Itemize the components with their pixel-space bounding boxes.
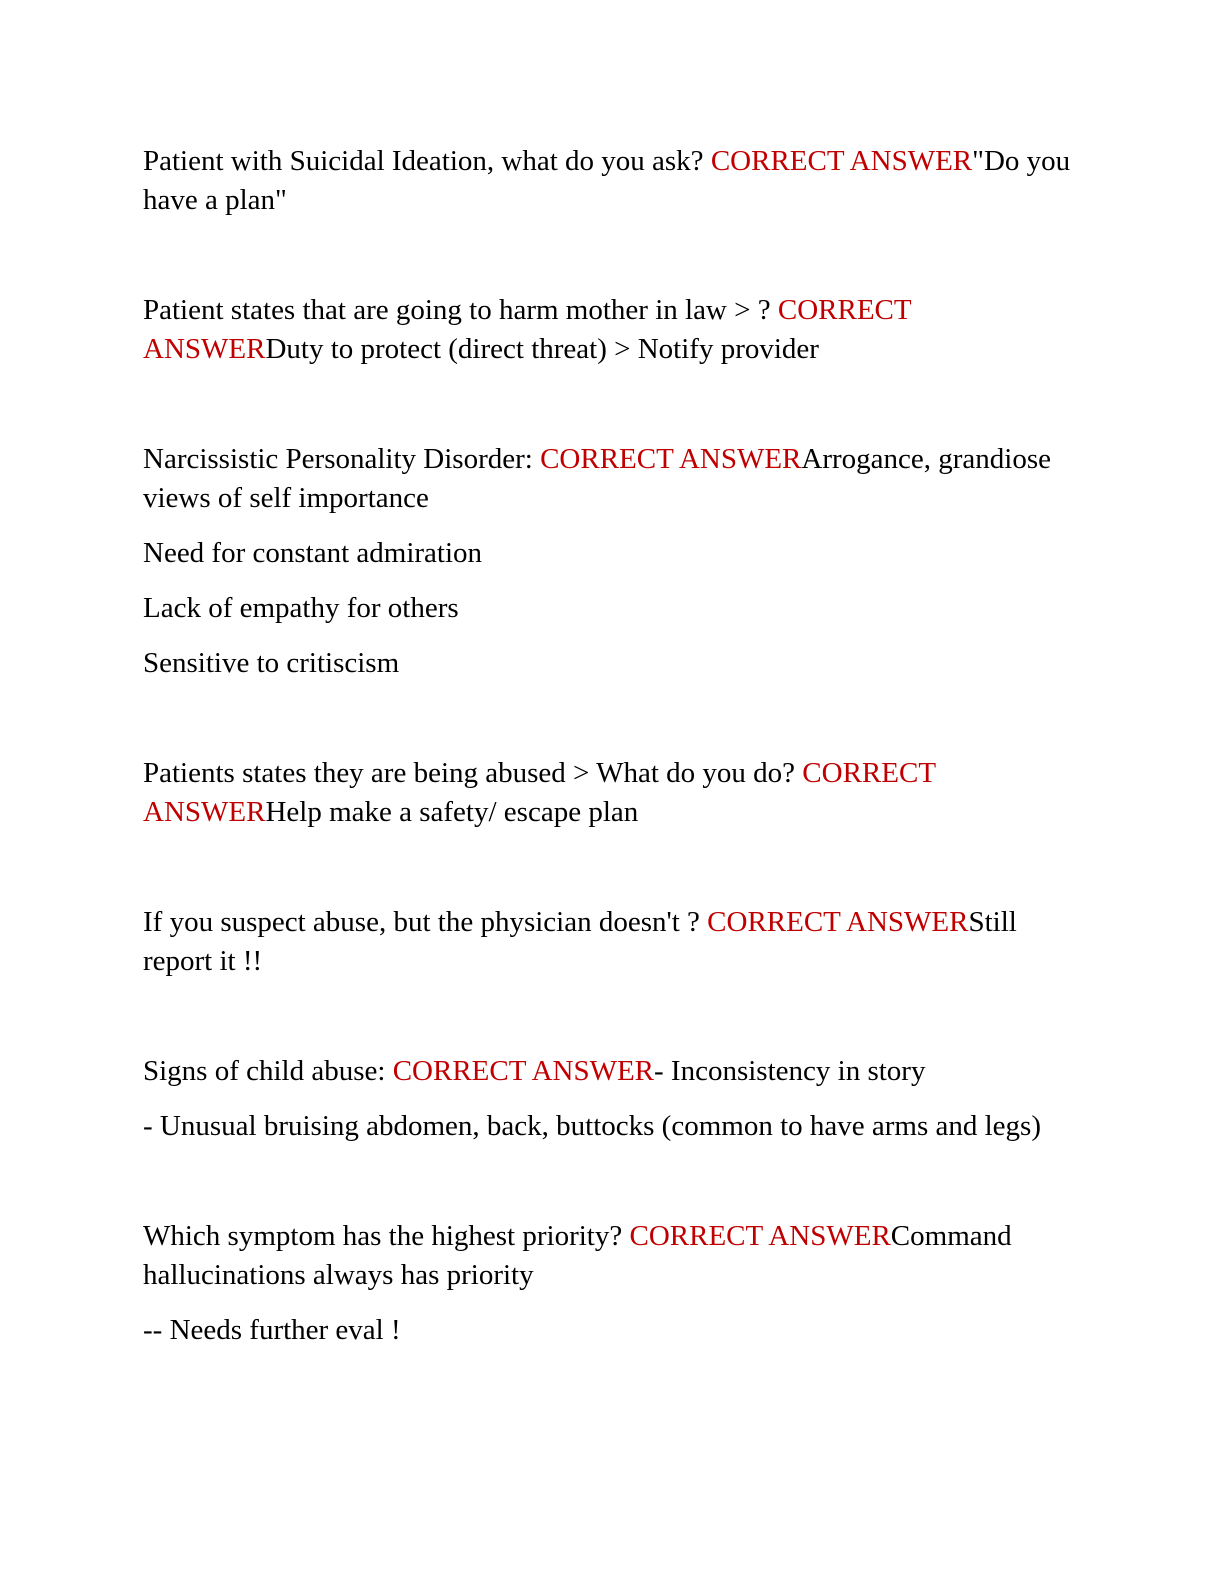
question-text: If you suspect abuse, but the physician doesn't ? xyxy=(143,906,700,938)
correct-answer-tag: CORRECT ANSWER xyxy=(540,443,802,475)
correct-answer-tag: CORRECT ANSWER xyxy=(710,145,973,177)
question-text: Patients states they are being abused > What do you do? xyxy=(143,757,796,789)
answer-extra-line: Lack of empathy for others xyxy=(143,592,459,624)
answer-extra-line: Sensitive to critiscism xyxy=(143,647,400,679)
question-text: Patient states that are going to harm mother in law > ? xyxy=(143,294,771,326)
qa-first-line xyxy=(143,291,1083,369)
qa-item xyxy=(143,903,1083,981)
answer-extra-line: -- Needs further eval ! xyxy=(143,1314,401,1346)
question-text: Which symptom has the highest priority? xyxy=(143,1220,623,1252)
qa-first-line xyxy=(143,1052,1083,1091)
qa-first-line xyxy=(143,903,1083,981)
answer-text: Command hallucinations always has priority xyxy=(143,1220,1012,1291)
answer-text: Still report it !! xyxy=(143,906,1017,977)
answer-text: Arrogance, grandiose views of self importance xyxy=(143,443,1052,514)
qa-item xyxy=(143,440,1083,683)
correct-answer-tag: CORRECT ANSWER xyxy=(392,1055,655,1087)
correct-answer-tag: CORRECT ANSWER xyxy=(629,1220,891,1252)
answer-extra-line: - Unusual bruising abdomen, back, buttocks (common to have arms and legs) xyxy=(143,1110,1041,1142)
correct-answer-tag: CORRECT ANSWER xyxy=(707,906,969,938)
qa-first-line xyxy=(143,142,1083,220)
answer-text: - Inconsistency in story xyxy=(654,1055,926,1087)
answer-extra-line: Need for constant admiration xyxy=(143,537,483,569)
qa-item xyxy=(143,291,1083,369)
document-page xyxy=(143,142,1083,1350)
question-text: Signs of child abuse: xyxy=(143,1055,386,1087)
qa-first-line xyxy=(143,754,1083,832)
correct-answer-tag: CORRECT ANSWER xyxy=(143,757,936,828)
qa-item xyxy=(143,1217,1083,1350)
qa-item xyxy=(143,1052,1083,1146)
correct-answer-tag: CORRECT ANSWER xyxy=(143,294,912,365)
question-text: Patient with Suicidal Ideation, what do you ask? xyxy=(143,145,704,177)
answer-text: Help make a safety/ escape plan xyxy=(265,796,639,828)
qa-item xyxy=(143,754,1083,832)
question-text: Narcissistic Personality Disorder: xyxy=(143,443,533,475)
qa-item xyxy=(143,142,1083,220)
qa-first-line xyxy=(143,440,1083,518)
qa-first-line xyxy=(143,1217,1083,1295)
answer-text: Duty to protect (direct threat) > Notify provider xyxy=(265,333,819,365)
answer-text: "Do you have a plan" xyxy=(143,145,1071,216)
